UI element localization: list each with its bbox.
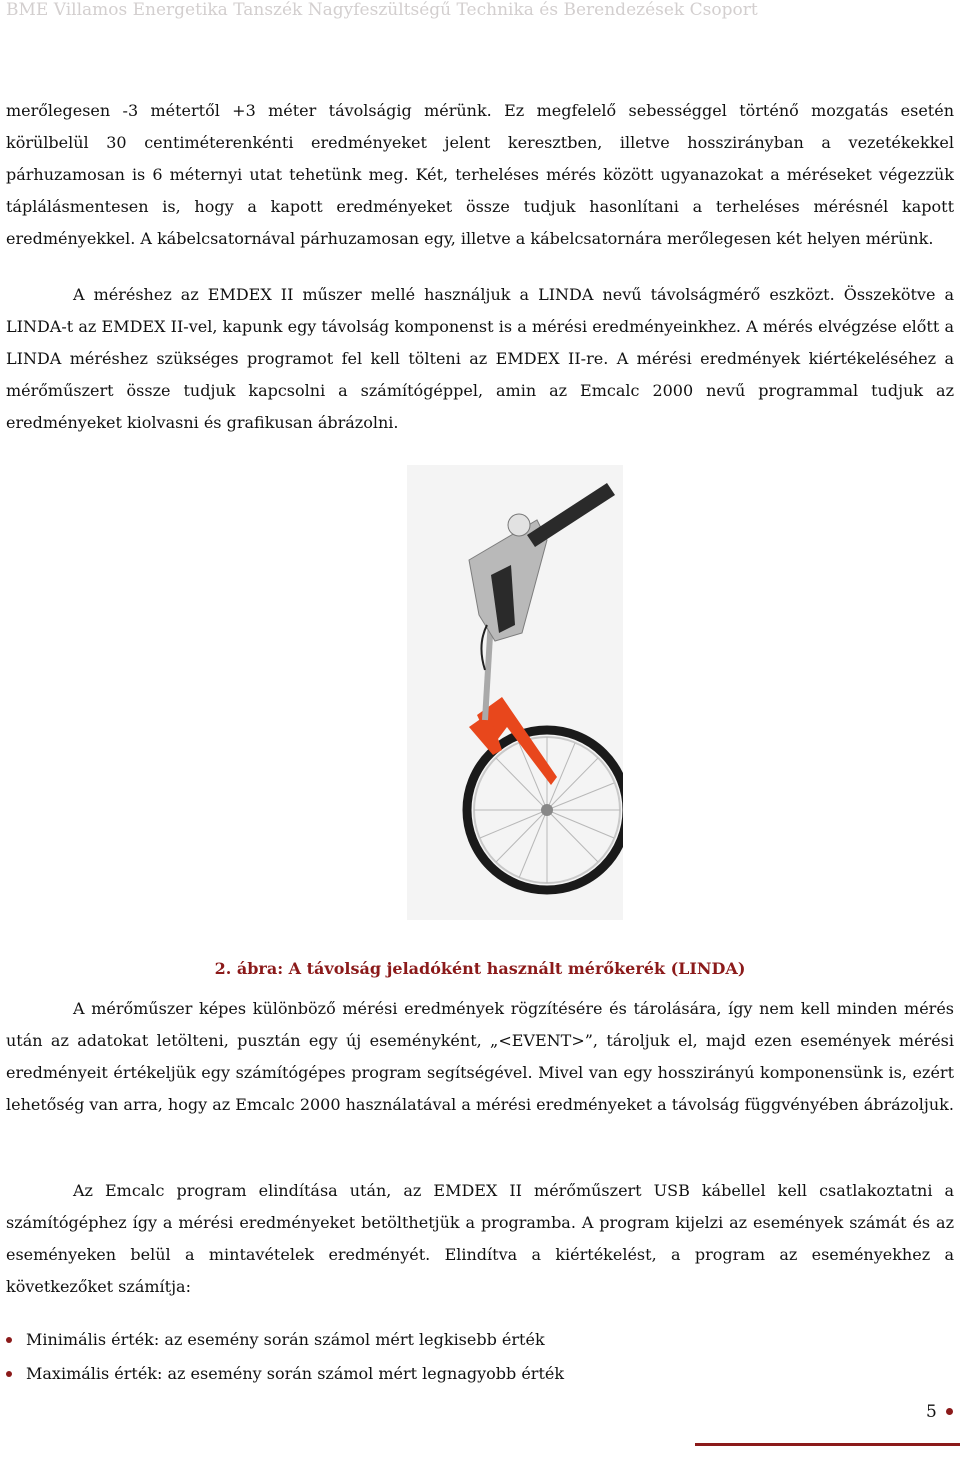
bullet-icon — [6, 1337, 12, 1343]
bullet-list — [6, 1325, 954, 1393]
list-item-text: Maximális érték: az esemény során számol mért legnagyobb érték — [26, 1364, 565, 1383]
page-header: BME Villamos Energetika Tanszék Nagyfeszültségű Technika és Berendezések Csoport — [6, 0, 758, 20]
list-item — [6, 1359, 954, 1393]
paragraph-4: Az Emcalc program elindítása után, az EMDEX II mérőműszert USB kábellel kell csatlakoztatni a számítógéphez így a mérési eredményeket betölthetjük a programba. A program kijelzi az események számát és az eseményeken belül a mintavételek eredményét. Elindítva a kiértékelést, a program az eseményekhez a következőket számítja: — [6, 1181, 954, 1296]
page-number: 5 — [926, 1402, 937, 1422]
paragraph-2: A méréshez az EMDEX II műszer mellé használjuk a LINDA nevű távolságmérő eszközt. Összekötve a LINDA-t az EMDEX II-vel, kapunk egy távolság komponenst is a mérési eredményeinkhez. A mérés elvégzése előtt a LINDA méréshez szükséges programot fel kell tölteni az EMDEX II-re. A mérési eredmények kiértékeléséhez a mérőműszert össze tudjuk kapcsolni a számítógéppel, amin az Emcalc 2000 nevű programmal tudjuk az eredményeket kiolvasni és grafikusan ábrázolni. — [6, 285, 954, 432]
list-item — [6, 1325, 954, 1359]
page-dot-icon — [946, 1408, 953, 1415]
measuring-wheel-figure — [407, 465, 623, 920]
bullet-icon — [6, 1371, 12, 1377]
paragraph-1: merőlegesen -3 métertől +3 méter távolságig mérünk. Ez megfelelő sebességgel történő mozgatás esetén körülbelül 30 centiméterenkénti eredményeket jelent keresztben, illetve hosszirányban a vezetékekkel párhuzamosan is 6 méternyi utat tehetünk meg. Két, terheléses mérés között ugyanazokat a méréseket végezzük táplálásmentesen is, hogy a kapott eredményeket össze tudjuk hasonlítani a terheléses mérésnél kapott eredményekkel. A kábelcsatornával párhuzamosan egy, illetve a kábelcsatornára merőlegesen két helyen mérünk. — [6, 101, 954, 248]
measuring-wheel-illustration — [407, 465, 623, 920]
paragraph-3: A mérőműszer képes különböző mérési eredmények rögzítésére és tárolására, így nem kell minden mérés után az adatokat letölteni, pusztán egy új eseményként, „<EVENT>”, tároljuk el, majd ezen események mérési eredményeit értékeljük egy számítógépes program segítségével. Mivel van egy hosszirányú komponensünk is, ezért lehetőség van arra, hogy az Emcalc 2000 használatával a mérési eredményeket a távolság függvényében ábrázoljuk. — [6, 999, 954, 1114]
handle-grip — [527, 483, 615, 547]
list-item-text: Minimális érték: az esemény során számol mért legkisebb érték — [26, 1330, 545, 1349]
footer-divider — [695, 1443, 960, 1446]
wheel — [467, 730, 623, 890]
figure-caption: 2. ábra: A távolság jeladóként használt mérőkerék (LINDA) — [214, 959, 746, 978]
